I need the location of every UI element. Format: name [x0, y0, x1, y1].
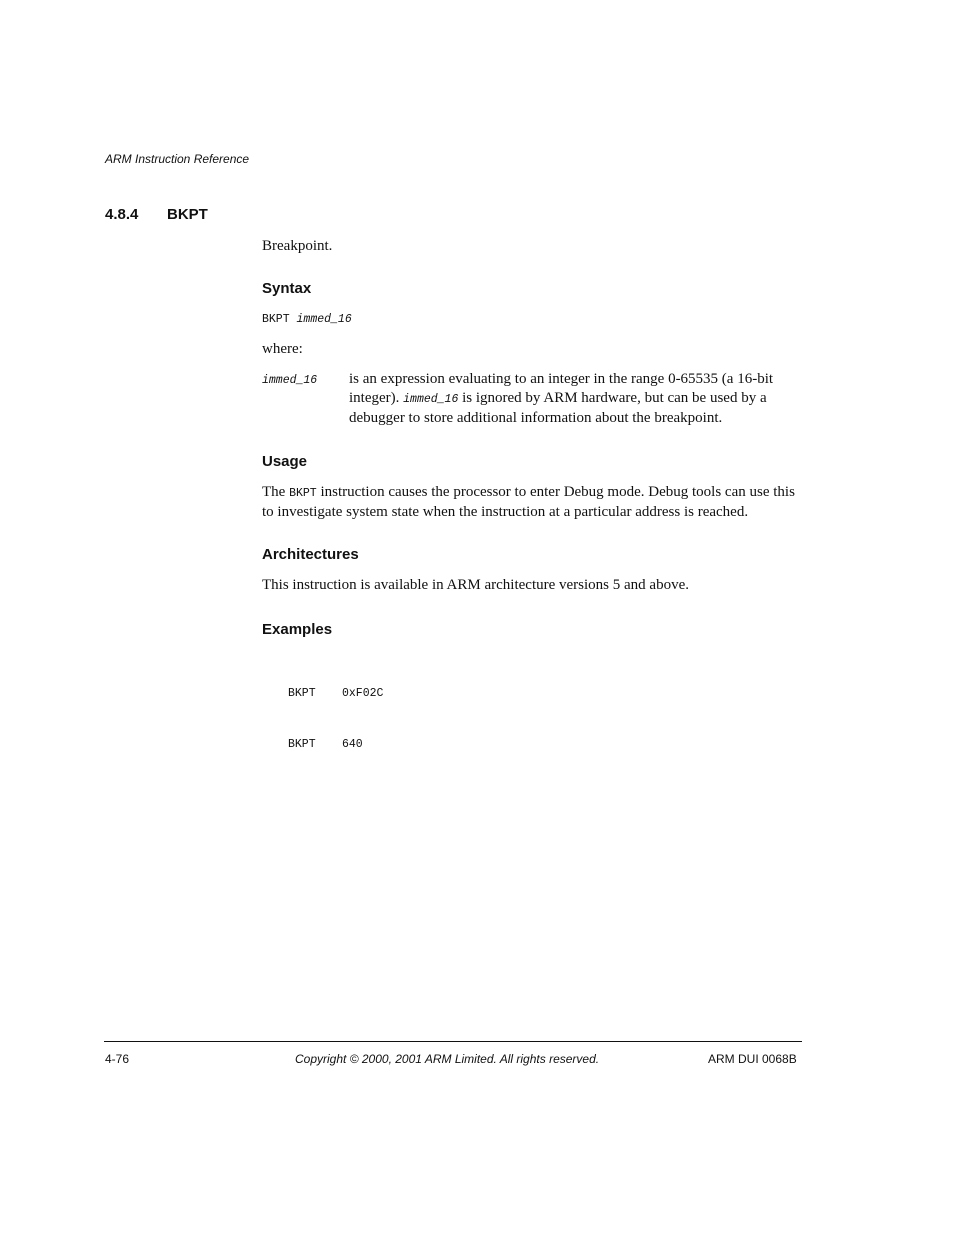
usage-line-1-pre: The: [262, 484, 286, 500]
param-desc-line-2-pre: integer).: [349, 390, 400, 406]
examples-heading: Examples: [262, 621, 333, 638]
syntax-heading: Syntax: [262, 280, 312, 297]
section-title: BKPT: [167, 206, 208, 223]
footer-rule: [104, 1041, 802, 1042]
syntax-mnemonic: BKPT: [262, 313, 290, 326]
footer-doc-id: ARM DUI 0068B: [708, 1052, 797, 1066]
section-number: 4.8.4: [105, 206, 139, 223]
usage-heading: Usage: [262, 453, 308, 470]
example-arg: 0xF02C: [342, 687, 384, 700]
param-name: [262, 372, 317, 389]
param-desc-inline-code: immed_16: [403, 393, 459, 406]
examples-code-block: [288, 651, 383, 770]
param-desc-line-1: is an expression evaluating to an integer in the range 0-65535 (a 16-bit: [349, 371, 774, 387]
example-op: BKPT: [288, 738, 316, 751]
syntax-operand: immed_16: [296, 313, 352, 326]
usage-line-2: to investigate system state when the instruction at a particular address is reached.: [262, 504, 749, 520]
param-desc-line-2-post: is ignored by ARM hardware, but can be used by a: [462, 390, 767, 406]
usage-line-1: [262, 483, 795, 503]
footer-page-number: 4-76: [105, 1052, 130, 1066]
param-desc-line-2: [349, 389, 773, 409]
param-desc-line-3: debugger to store additional information about the breakpoint.: [349, 410, 723, 426]
running-header: ARM Instruction Reference: [105, 152, 250, 166]
example-op: BKPT: [288, 687, 316, 700]
usage-paragraph: [262, 483, 795, 522]
footer-copyright: Copyright © 2000, 2001 ARM Limited. All rights reserved.: [295, 1052, 600, 1066]
usage-line-1-post: instruction causes the processor to enter Debug mode. Debug tools can use this: [320, 484, 795, 500]
where-label: where:: [262, 341, 303, 357]
example-line: [288, 685, 383, 702]
architectures-text: This instruction is available in ARM architecture versions 5 and above.: [262, 577, 689, 593]
example-line: [288, 736, 383, 753]
example-arg: 640: [342, 738, 363, 751]
syntax-line: [262, 311, 352, 328]
param-name-text: immed_16: [262, 374, 318, 387]
architectures-heading: Architectures: [262, 546, 359, 563]
param-description: [349, 370, 773, 428]
usage-inline-code: BKPT: [289, 487, 317, 500]
section-description: Breakpoint.: [262, 238, 333, 254]
